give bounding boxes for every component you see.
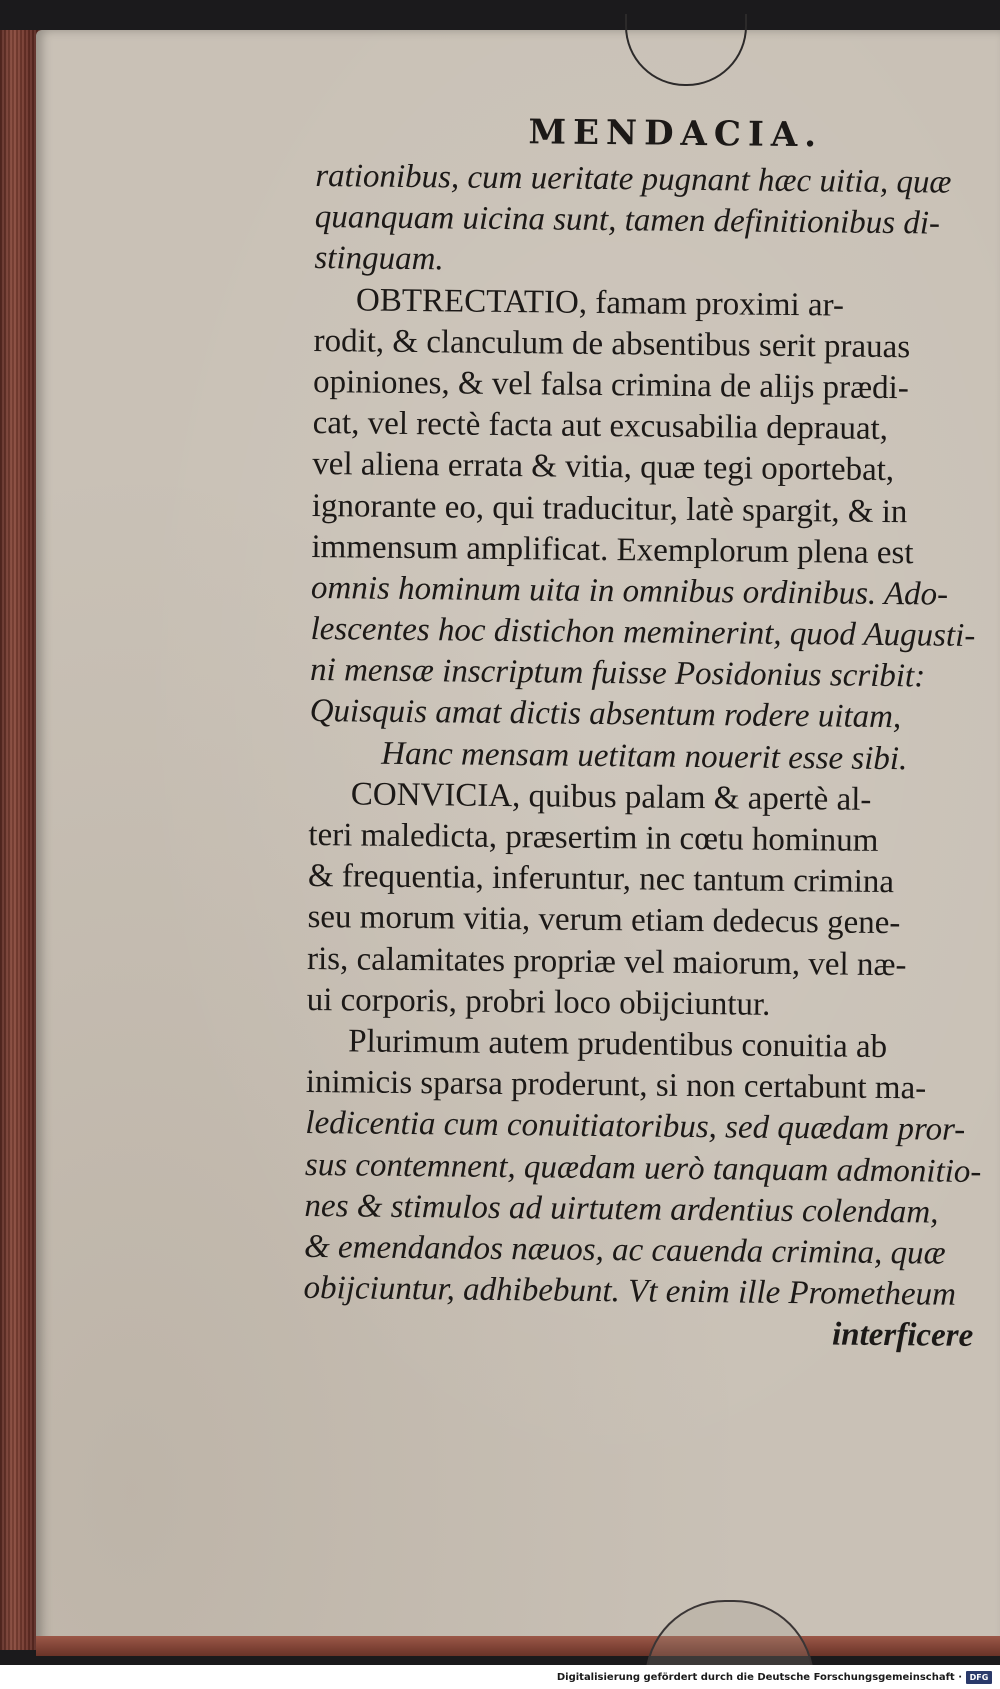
page-bottom-edge — [36, 1636, 1000, 1656]
text-line: opiniones, & vel falsa crimina de alijs prædi- — [312, 363, 910, 407]
text-line: quanquam uicina sunt, tamen definitionibus di- — [314, 199, 941, 242]
text-line: cat, vel rectè facta aut excusabilia deprauat, — [312, 405, 889, 448]
text-line: & frequentia, inferuntur, nec tantum crimina — [307, 858, 895, 901]
text-line: stinguam. — [314, 240, 444, 278]
text-line: ui corporis, probri loco obijciuntur. — [306, 981, 771, 1023]
text-line: seu morum vitia, verum etiam dedecus gene- — [307, 899, 901, 942]
dfg-logo-icon: DFG — [966, 1671, 992, 1684]
section-heading-convicia: CONVICIA, quibus palam & apertè al- — [350, 776, 872, 818]
text-line: & emendandos næuos, ac cauenda crimina, quæ — [303, 1228, 946, 1272]
text-line: ignorante eo, qui traducitur, latè spargit, & in — [311, 487, 908, 530]
verse-line: Hanc mensam uetitam nouerit esse sibi. — [381, 735, 908, 777]
section-heading-obtrectatio: OBTRECTATIO, famam proximi ar- — [355, 281, 845, 324]
digitization-footer — [0, 1667, 1000, 1689]
text-line: ledicentia cum conuitiatoribus, sed quædam pror- — [305, 1105, 966, 1149]
running-head: MENDACIA. — [528, 112, 824, 156]
text-line: immensum amplificat. Exemplorum plena est — [311, 528, 914, 571]
text-line: obijciuntur, adhibebunt. Vt enim ille Prometheum — [303, 1269, 957, 1313]
page-text — [303, 110, 996, 1357]
text-line: ris, calamitates propriæ vel maiorum, vel næ- — [306, 940, 907, 983]
text-line: Plurimum autem prudentibus conuitia ab — [348, 1023, 888, 1065]
text-line: sus contemnent, quædam uerò tanquam admonitio- — [304, 1146, 982, 1190]
text-line: rationibus, cum ueritate pugnant hæc uitia, quæ — [315, 157, 952, 201]
text-line: ni mensæ inscriptum fuisse Posidonius scribit: — [309, 652, 926, 695]
verse-line: Quisquis amat dictis absentum rodere uitam, — [309, 693, 902, 736]
text-line: teri maledicta, præsertim in cœtu hominum — [308, 816, 879, 859]
text-line: nes & stimulos ad uirtutem ardentius colendam, — [304, 1187, 939, 1231]
text-line: vel aliena errata & vitia, quæ tegi oportebat, — [312, 446, 895, 489]
text-line: omnis hominum uita in omnibus ordinibus. Ado- — [310, 569, 949, 613]
catchword: interficere — [831, 1316, 974, 1355]
text-line: inimicis sparsa proderunt, si non certabunt ma- — [305, 1064, 927, 1107]
text-line: rodit, & clanculum de absentibus serit prauas — [313, 322, 911, 365]
footer-credit: Digitalisierung gefördert durch die Deutsche Forschungsgemeinschaft · — [556, 1672, 962, 1683]
text-line: lescentes hoc distichon meminerint, quod Augusti- — [310, 611, 976, 654]
